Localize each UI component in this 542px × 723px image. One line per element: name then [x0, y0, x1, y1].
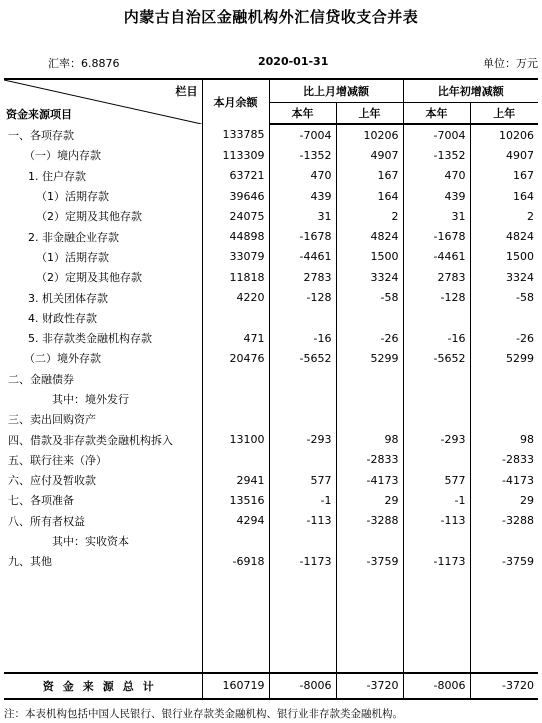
value-cell: -6918: [202, 551, 269, 571]
row-label: 七、各项准备: [4, 490, 202, 510]
value-cell: -4173: [336, 470, 403, 490]
value-cell: 24075: [202, 206, 269, 226]
row-label: 五、联行往来（净）: [4, 450, 202, 470]
value-cell: [269, 308, 336, 328]
value-cell: [403, 531, 470, 551]
row-label: 一、各项存款: [4, 124, 202, 145]
row-label: （2）定期及其他存款: [4, 206, 202, 226]
row-label: 八、所有者权益: [4, 511, 202, 531]
value-cell: [403, 450, 470, 470]
row-label: 其中：境外发行: [4, 389, 202, 409]
last-year-header: 上年: [336, 103, 403, 125]
value-cell: -4173: [502, 473, 534, 487]
value-cell: -113: [403, 511, 470, 531]
this-year-header: 本年: [269, 103, 336, 125]
row-label: 2. 非金融企业存款: [4, 226, 202, 246]
table-row: [4, 450, 538, 470]
value-cell: 470: [269, 166, 336, 186]
value-cell: 2: [336, 206, 403, 226]
value-cell: [269, 409, 336, 429]
value-cell: 4907: [506, 148, 534, 162]
value-cell: -293: [269, 429, 336, 449]
value-cell: [202, 531, 269, 551]
value-cell: 133785: [202, 124, 269, 145]
value-cell: [336, 409, 403, 429]
table-row: [4, 551, 538, 571]
row-label: 5. 非存款类金融机构存款: [4, 328, 202, 348]
table-row: [4, 328, 538, 348]
value-cell: 577: [403, 470, 470, 490]
row-label: 3. 机关团体存款: [4, 287, 202, 307]
footnote: 注：本表机构包括中国人民银行、银行业存款类金融机构、银行业非存款类金融机构。: [4, 708, 403, 720]
value-cell: 63721: [202, 166, 269, 186]
this-year-header: 本年: [403, 103, 470, 125]
value-cell: 439: [403, 186, 470, 206]
table-row: [4, 166, 538, 186]
value-cell: -7004: [403, 124, 470, 145]
value-cell: 11818: [202, 267, 269, 287]
value-cell: 167: [513, 169, 534, 183]
table-row: [4, 531, 538, 551]
table-row: [4, 124, 538, 145]
value-cell: 5299: [336, 348, 403, 368]
value-cell: -58: [516, 291, 534, 305]
value-cell: 4824: [336, 226, 403, 246]
group-month-header: 比上月增减额: [269, 79, 403, 103]
report-date: 2020-01-31: [258, 55, 329, 68]
value-cell: -113: [269, 511, 336, 531]
row-label: （一）境内存款: [4, 145, 202, 165]
value-cell: 44898: [202, 226, 269, 246]
value-cell: [202, 389, 269, 409]
row-label: 4. 财政性存款: [4, 308, 202, 328]
value-cell: 164: [336, 186, 403, 206]
group-year-header: 比年初增减额: [403, 79, 538, 103]
value-cell: 4294: [202, 511, 269, 531]
table-row: [4, 267, 538, 287]
value-cell: -1678: [269, 226, 336, 246]
value-cell: -3288: [336, 511, 403, 531]
value-cell: 164: [513, 189, 534, 203]
value-cell: 4220: [202, 287, 269, 307]
row-label: 二、金融债券: [4, 369, 202, 389]
value-cell: -3759: [336, 551, 403, 571]
blank-cell: [470, 572, 538, 673]
balance-header: 本月余额: [202, 79, 269, 124]
value-cell: 29: [336, 490, 403, 510]
row-label: 其中：实收资本: [4, 531, 202, 551]
row-label: 1. 住户存款: [4, 166, 202, 186]
corner-top-label: 栏目: [175, 85, 198, 98]
value-cell: 167: [336, 166, 403, 186]
value-cell: 1500: [336, 247, 403, 267]
row-label: （2）定期及其他存款: [4, 267, 202, 287]
value-cell: 98: [520, 433, 534, 447]
table-row: [4, 389, 538, 409]
value-cell: -1: [403, 490, 470, 510]
value-cell: 33079: [202, 247, 269, 267]
value-cell: 31: [403, 206, 470, 226]
value-cell: 3324: [336, 267, 403, 287]
value-cell: [336, 531, 403, 551]
value-cell: 471: [202, 328, 269, 348]
value-cell: 577: [269, 470, 336, 490]
corner-bottom-label: 资金来源项目: [6, 108, 72, 121]
value-cell: 13516: [202, 490, 269, 510]
value-cell: [470, 409, 538, 429]
blank-cell: [269, 572, 336, 673]
value-cell: -1678: [403, 226, 470, 246]
table-header: [4, 79, 538, 124]
value-cell: -293: [403, 429, 470, 449]
report-title: 内蒙古自治区金融机构外汇信贷收支合并表: [123, 8, 419, 26]
value-cell: 470: [403, 166, 470, 186]
value-cell: [202, 369, 269, 389]
table-row: [4, 369, 538, 389]
value-cell: 10206: [336, 124, 403, 145]
value-cell: [470, 531, 538, 551]
value-cell: 10206: [499, 128, 534, 142]
value-cell: 4824: [506, 230, 534, 244]
table-row: [4, 348, 538, 368]
row-label: 六、应付及暂收款: [4, 470, 202, 490]
value-cell: [403, 308, 470, 328]
blank-row: [4, 572, 538, 673]
table-row: [4, 511, 538, 531]
table-row: [4, 206, 538, 226]
value-cell: [403, 369, 470, 389]
value-cell: [202, 308, 269, 328]
value-cell: -4461: [403, 247, 470, 267]
value-cell: -2833: [502, 453, 534, 467]
value-cell: 29: [520, 493, 534, 507]
blank-cell: [202, 572, 269, 673]
value-cell: [336, 308, 403, 328]
value-cell: -5652: [269, 348, 336, 368]
blank-cell: [403, 572, 470, 673]
row-label: （二）境外存款: [4, 348, 202, 368]
row-label: 四、借款及非存款类金融机构拆入: [4, 429, 202, 449]
value-cell: 4907: [336, 145, 403, 165]
blank-cell: [336, 572, 403, 673]
total-label: 资金来源总计: [4, 673, 202, 699]
value-cell: 439: [269, 186, 336, 206]
table-row: [4, 308, 538, 328]
value-cell: 1500: [506, 250, 534, 264]
value-cell: [403, 389, 470, 409]
table-row: [4, 470, 538, 490]
value-cell: -5652: [403, 348, 470, 368]
value-cell: -1352: [269, 145, 336, 165]
total-value-cell: -3720: [336, 673, 403, 699]
value-cell: -1352: [403, 145, 470, 165]
row-label: （1）活期存款: [4, 247, 202, 267]
last-year-header: 上年: [470, 103, 538, 125]
unit-label: 单位：万元: [483, 57, 538, 70]
value-cell: 31: [269, 206, 336, 226]
value-cell: 5299: [506, 351, 534, 365]
value-cell: -1173: [403, 551, 470, 571]
value-cell: -128: [403, 287, 470, 307]
table-row: [4, 287, 538, 307]
table-row: [4, 186, 538, 206]
value-cell: -128: [269, 287, 336, 307]
table-body: [4, 124, 538, 699]
total-row: [4, 673, 538, 699]
value-cell: -1: [269, 490, 336, 510]
row-label: 三、卖出回购资产: [4, 409, 202, 429]
value-cell: 3324: [506, 270, 534, 284]
value-cell: -3759: [502, 554, 534, 568]
total-value-cell: 160719: [202, 673, 269, 699]
value-cell: -26: [516, 331, 534, 345]
value-cell: -16: [269, 328, 336, 348]
value-cell: [202, 409, 269, 429]
table-row: [4, 226, 538, 246]
value-cell: -1173: [269, 551, 336, 571]
value-cell: -7004: [269, 124, 336, 145]
value-cell: [470, 389, 538, 409]
value-cell: [470, 369, 538, 389]
value-cell: -4461: [269, 247, 336, 267]
value-cell: 98: [336, 429, 403, 449]
value-cell: -26: [336, 328, 403, 348]
value-cell: [470, 308, 538, 328]
value-cell: 13100: [202, 429, 269, 449]
value-cell: [269, 369, 336, 389]
value-cell: [403, 409, 470, 429]
total-value-cell: -3720: [470, 673, 538, 699]
row-label: （1）活期存款: [4, 186, 202, 206]
table-row: [4, 429, 538, 449]
value-cell: 2: [527, 209, 534, 223]
blank-cell: [4, 572, 202, 673]
value-cell: 20476: [202, 348, 269, 368]
total-value-cell: -8006: [269, 673, 336, 699]
table-row: [4, 409, 538, 429]
value-cell: 39646: [202, 186, 269, 206]
value-cell: [336, 389, 403, 409]
value-cell: -2833: [336, 450, 403, 470]
value-cell: 113309: [202, 145, 269, 165]
value-cell: [269, 389, 336, 409]
total-value-cell: -8006: [403, 673, 470, 699]
value-cell: 2783: [403, 267, 470, 287]
value-cell: [336, 369, 403, 389]
value-cell: -16: [403, 328, 470, 348]
value-cell: -3288: [502, 514, 534, 528]
value-cell: [202, 450, 269, 470]
row-label: 九、其他: [4, 551, 202, 571]
value-cell: -58: [336, 287, 403, 307]
exchange-rate: 汇率：6.8876: [48, 57, 120, 70]
table-row: [4, 145, 538, 165]
value-cell: [269, 450, 336, 470]
table-row: [4, 247, 538, 267]
table-row: [4, 490, 538, 510]
value-cell: 2783: [269, 267, 336, 287]
value-cell: [269, 531, 336, 551]
credit-table: [4, 78, 538, 700]
corner-cell: [4, 79, 202, 124]
value-cell: 2941: [202, 470, 269, 490]
